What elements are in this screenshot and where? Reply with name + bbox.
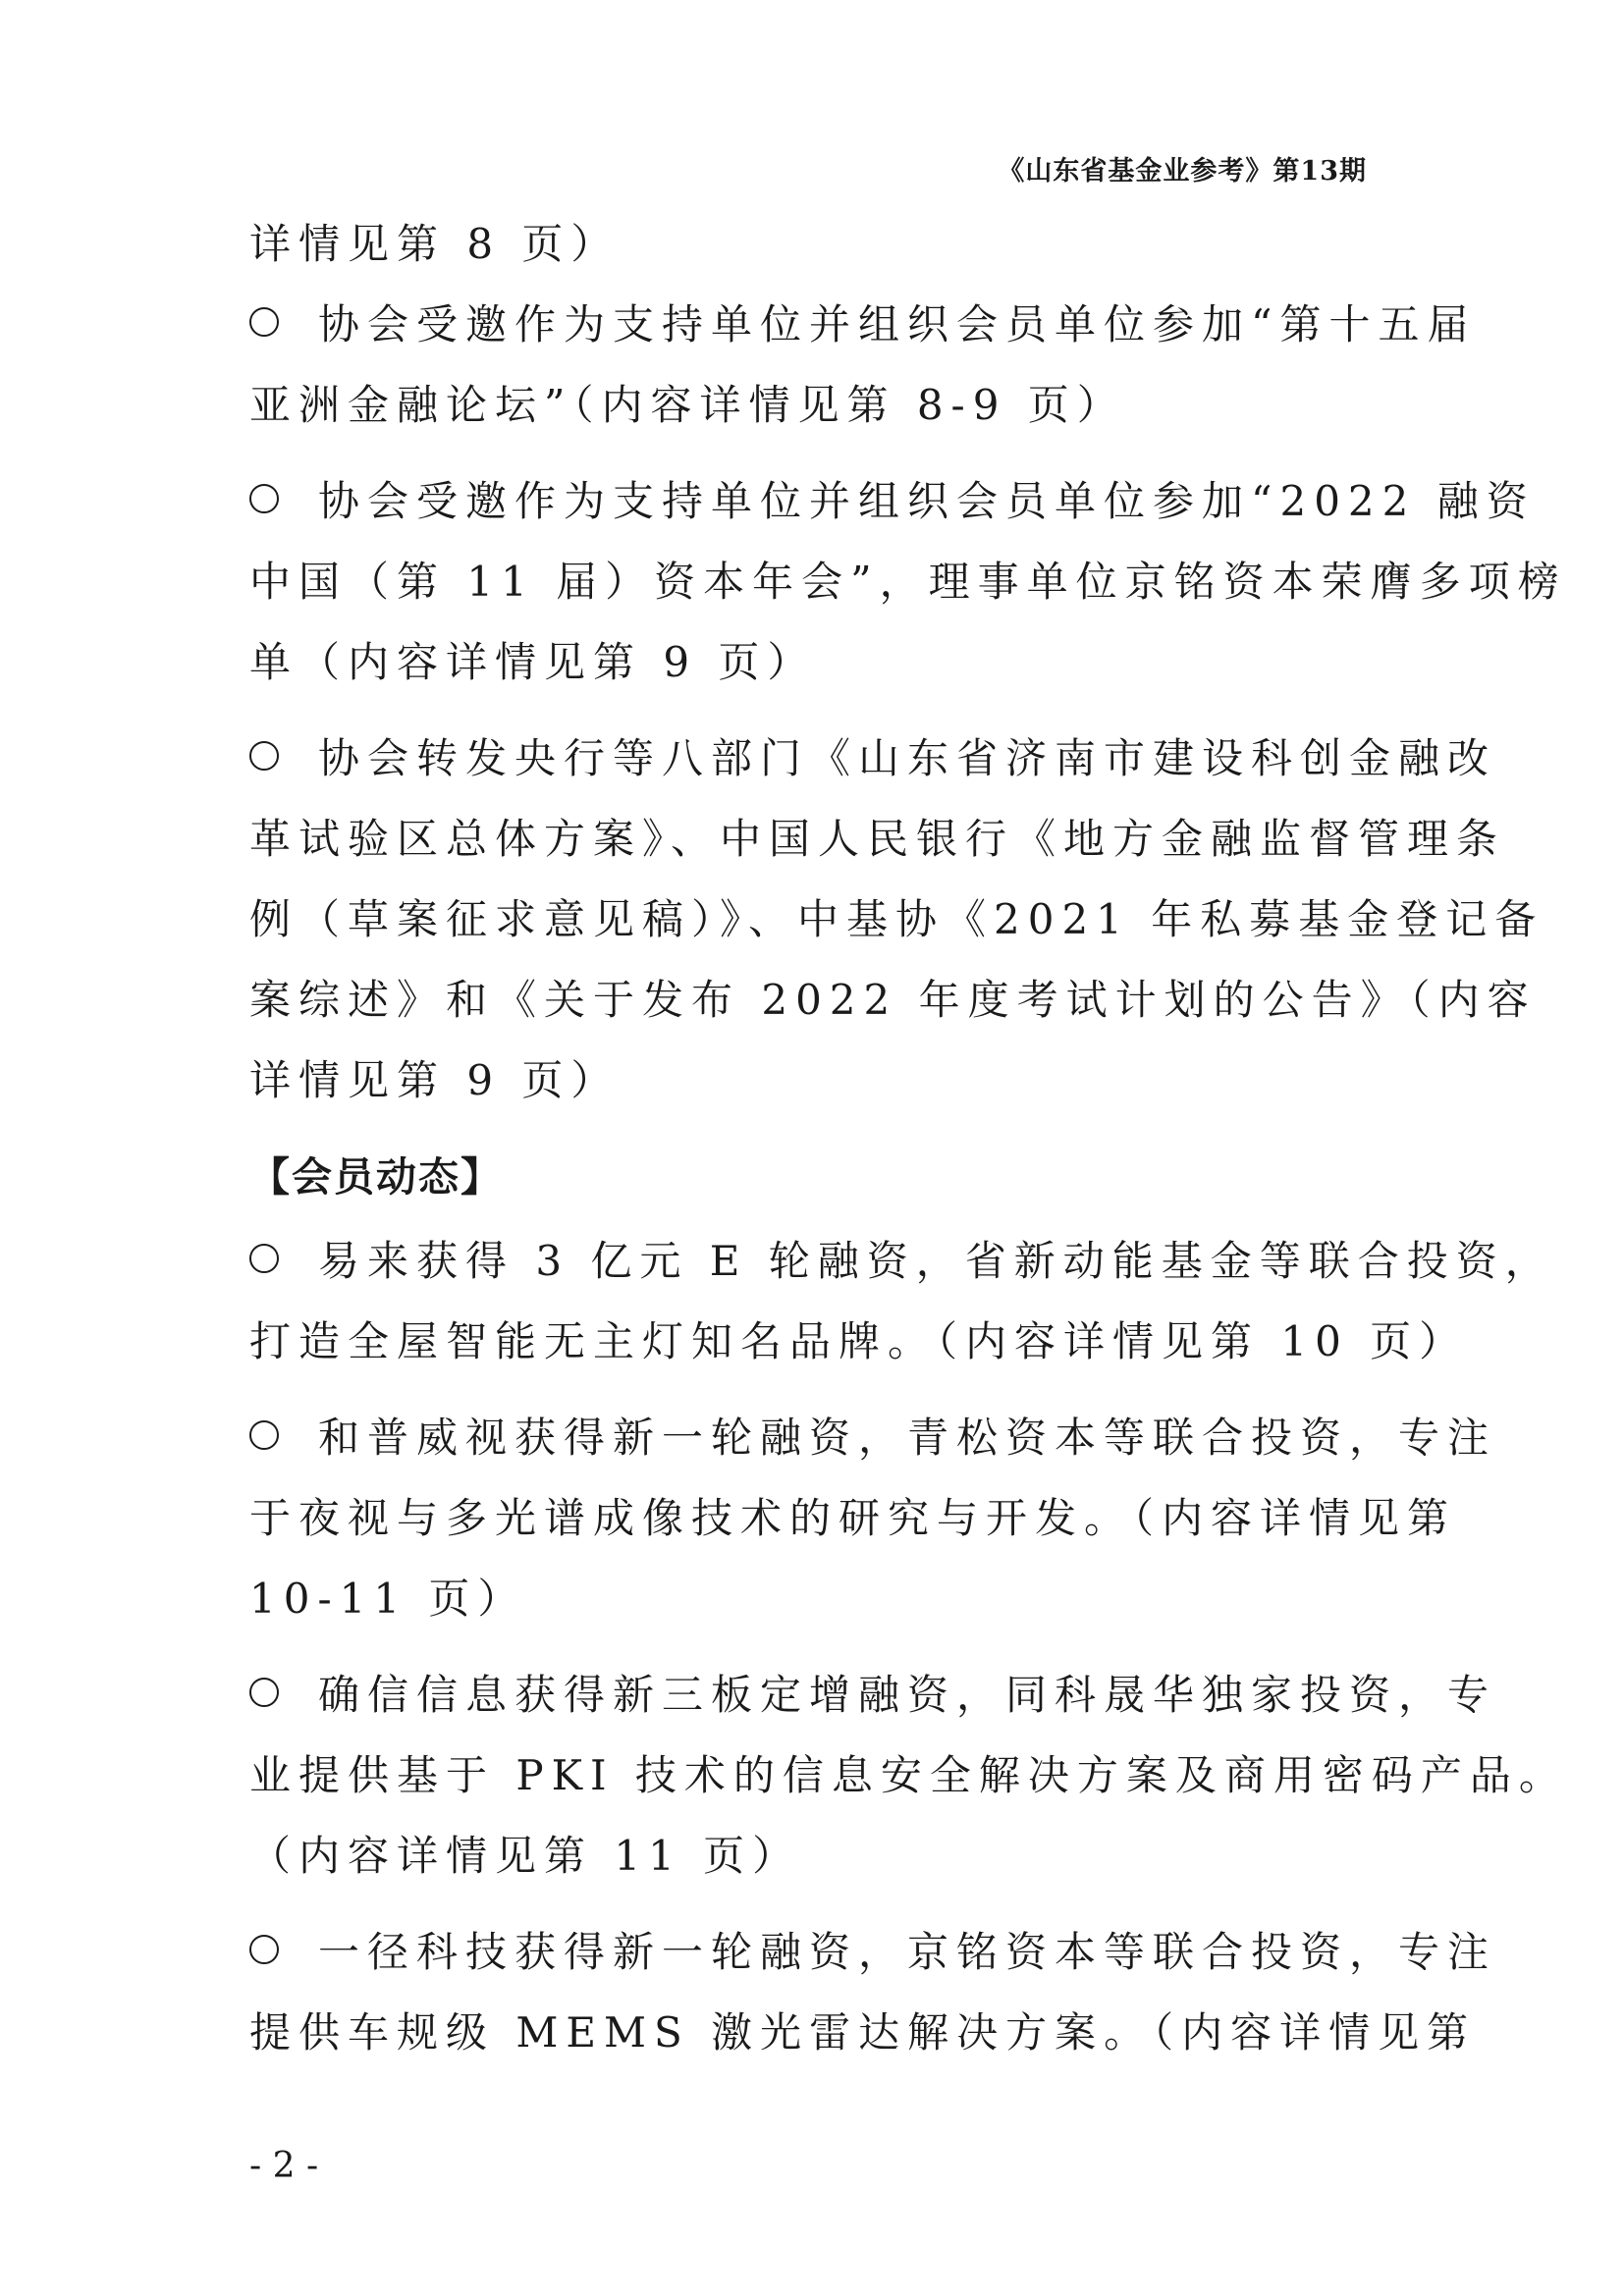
list-item-line: （内容详情见第 11 页） xyxy=(249,1832,802,1880)
list-item xyxy=(249,1665,1568,1906)
list-item-line xyxy=(249,471,1536,552)
list-item xyxy=(249,1922,1497,2083)
list-item-line: 中国（第 11 届）资本年会”，理事单位京铭资本荣膺多项榜 xyxy=(249,558,1567,606)
list-item-line: 革试验区总体方案》、中国人民银行《地方金融监督管理条 xyxy=(249,815,1506,863)
list-item xyxy=(249,1231,1554,1392)
circle-bullet-icon xyxy=(249,484,279,513)
page-header: 《山东省基金业参考》第13期 xyxy=(998,156,1367,187)
list-item-text: 一径科技获得新一轮融资，京铭资本等联合投资，专注 xyxy=(318,1928,1497,1976)
list-item-line: 亚洲金融论坛”（内容详情见第 8-9 页） xyxy=(249,381,1126,429)
list-item-text: 协会受邀作为支持单位并组织会员单位参加“2022 融资 xyxy=(318,477,1536,525)
page-content xyxy=(249,214,1568,2083)
list-item-line: 业提供基于 PKI 技术的信息安全解决方案及商用密码产品。 xyxy=(249,1751,1568,1799)
list-item-line xyxy=(249,1665,1497,1745)
list-item-text: 和普威视获得新一轮融资，青松资本等联合投资，专注 xyxy=(318,1414,1497,1462)
list-item-line: 单（内容详情见第 9 页） xyxy=(249,638,817,686)
circle-bullet-icon xyxy=(249,307,279,337)
list-item xyxy=(249,728,1544,1131)
list-item-line: 于夜视与多光谱成像技术的研究与开发。（内容详情见第 xyxy=(249,1494,1457,1542)
list-item-line: 打造全屋智能无主灯知名品牌。（内容详情见第 10 页） xyxy=(249,1317,1469,1365)
circle-bullet-icon xyxy=(249,1244,279,1273)
list-item-line xyxy=(249,294,1477,375)
list-item-line: 10-11 页） xyxy=(249,1575,527,1623)
list-item xyxy=(249,1408,1497,1649)
circle-bullet-icon xyxy=(249,1420,279,1450)
section-title-member-news: 【会员动态】 xyxy=(249,1153,503,1201)
list-item-line xyxy=(249,1231,1554,1311)
list-item xyxy=(249,471,1567,713)
page-number: - 2 - xyxy=(249,2146,319,2186)
circle-bullet-icon xyxy=(249,1678,279,1707)
list-item-line xyxy=(249,1408,1497,1488)
list-item-line xyxy=(249,728,1497,809)
list-item-line: 例（草案征求意见稿）》、中基协《2021 年私募基金登记备 xyxy=(249,895,1544,943)
list-item-line xyxy=(249,1922,1497,2002)
list-item xyxy=(249,294,1477,455)
list-item-text: 协会转发央行等八部门《山东省济南市建设科创金融改 xyxy=(318,734,1497,782)
list-item-line: 提供车规级 MEMS 激光雷达解决方案。（内容详情见第 xyxy=(249,2008,1477,2056)
list-item-line: 详情见第 9 页） xyxy=(249,1056,621,1104)
list-item-text: 协会受邀作为支持单位并组织会员单位参加“第十五届 xyxy=(318,300,1477,348)
circle-bullet-icon xyxy=(249,1935,279,1964)
list-item-text: 确信信息获得新三板定增融资，同科晟华独家投资，专 xyxy=(318,1671,1497,1719)
list-item-text: 易来获得 3 亿元 E 轮融资，省新动能基金等联合投资， xyxy=(318,1237,1554,1285)
circle-bullet-icon xyxy=(249,741,279,771)
list-item-line: 案综述》和《关于发布 2022 年度考试计划的公告》（内容 xyxy=(249,976,1537,1024)
continuation-line: 详情见第 8 页） xyxy=(249,220,621,268)
